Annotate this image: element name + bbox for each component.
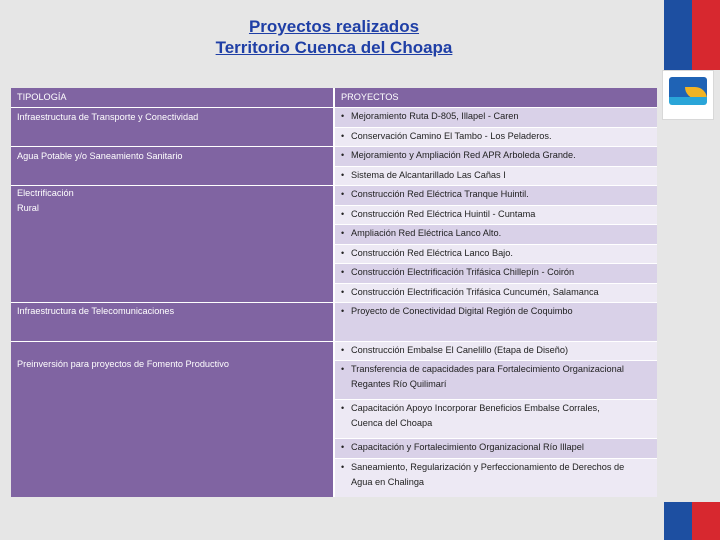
project-row: • Ampliación Red Eléctrica Lanco Alto. bbox=[335, 225, 657, 244]
project-row: • Mejoramiento Ruta D-805, Illapel - Caren bbox=[335, 108, 657, 127]
flag-bottom-icon bbox=[664, 502, 720, 540]
project-row: • Construcción Embalse El Canelillo (Etapa de Diseño) bbox=[335, 342, 657, 360]
category-transporte bbox=[11, 108, 333, 146]
category-label: Rural bbox=[17, 203, 39, 213]
flag-top-icon bbox=[664, 0, 720, 70]
category-label: Infraestructura de Telecomunicaciones bbox=[17, 306, 175, 316]
category-label: Infraestructura de Transporte y Conectividad bbox=[17, 112, 199, 122]
project-row: • Capacitación Apoyo Incorporar Beneficios Embalse Corrales, Cuenca del Choapa bbox=[335, 400, 657, 438]
project-row: • Capacitación y Fortalecimiento Organizacional Río Illapel bbox=[335, 439, 657, 458]
category-electrificacion bbox=[11, 186, 333, 302]
project-row: • Mejoramiento y Ampliación Red APR Arboleda Grande. bbox=[335, 147, 657, 166]
projects-table bbox=[11, 88, 657, 497]
title-line-1: Proyectos realizados bbox=[248, 17, 420, 36]
project-row: • Construcción Red Eléctrica Lanco Bajo. bbox=[335, 245, 657, 263]
header-proyectos: PROYECTOS bbox=[335, 88, 657, 107]
project-row: • Sistema de Alcantarillado Las Cañas I bbox=[335, 167, 657, 185]
header-tipologia: TIPOLOGÍA bbox=[11, 88, 333, 107]
project-row: • Construcción Electrificación Trifásica Cuncumén, Salamanca bbox=[335, 284, 657, 302]
category-label: Preinversión para proyectos de Fomento Productivo bbox=[17, 359, 229, 369]
regional-logo-icon bbox=[662, 70, 714, 120]
category-preinversion bbox=[11, 342, 333, 497]
project-row: • Construcción Electrificación Trifásica Chillepín - Coirón bbox=[335, 264, 657, 283]
category-label: Electrificación bbox=[17, 188, 74, 198]
title-line-2: Territorio Cuenca del Choapa bbox=[215, 38, 453, 57]
project-row: • Construcción Red Eléctrica Tranque Huintil. bbox=[335, 186, 657, 205]
project-row: • Saneamiento, Regularización y Perfeccionamiento de Derechos de Agua en Chalinga bbox=[335, 459, 657, 497]
project-row: • Transferencia de capacidades para Fortalecimiento Organizacional Regantes Río Quilimarí bbox=[335, 361, 657, 399]
category-telecomunicaciones bbox=[11, 303, 333, 341]
project-row: • Proyecto de Conectividad Digital Región de Coquimbo bbox=[335, 303, 657, 341]
category-label: Agua Potable y/o Saneamiento Sanitario bbox=[17, 151, 183, 161]
project-row: • Conservación Camino El Tambo - Los Peladeros. bbox=[335, 128, 657, 146]
slide-title bbox=[0, 16, 668, 58]
category-agua bbox=[11, 147, 333, 185]
project-row: • Construcción Red Eléctrica Huintil - Cuntama bbox=[335, 206, 657, 224]
